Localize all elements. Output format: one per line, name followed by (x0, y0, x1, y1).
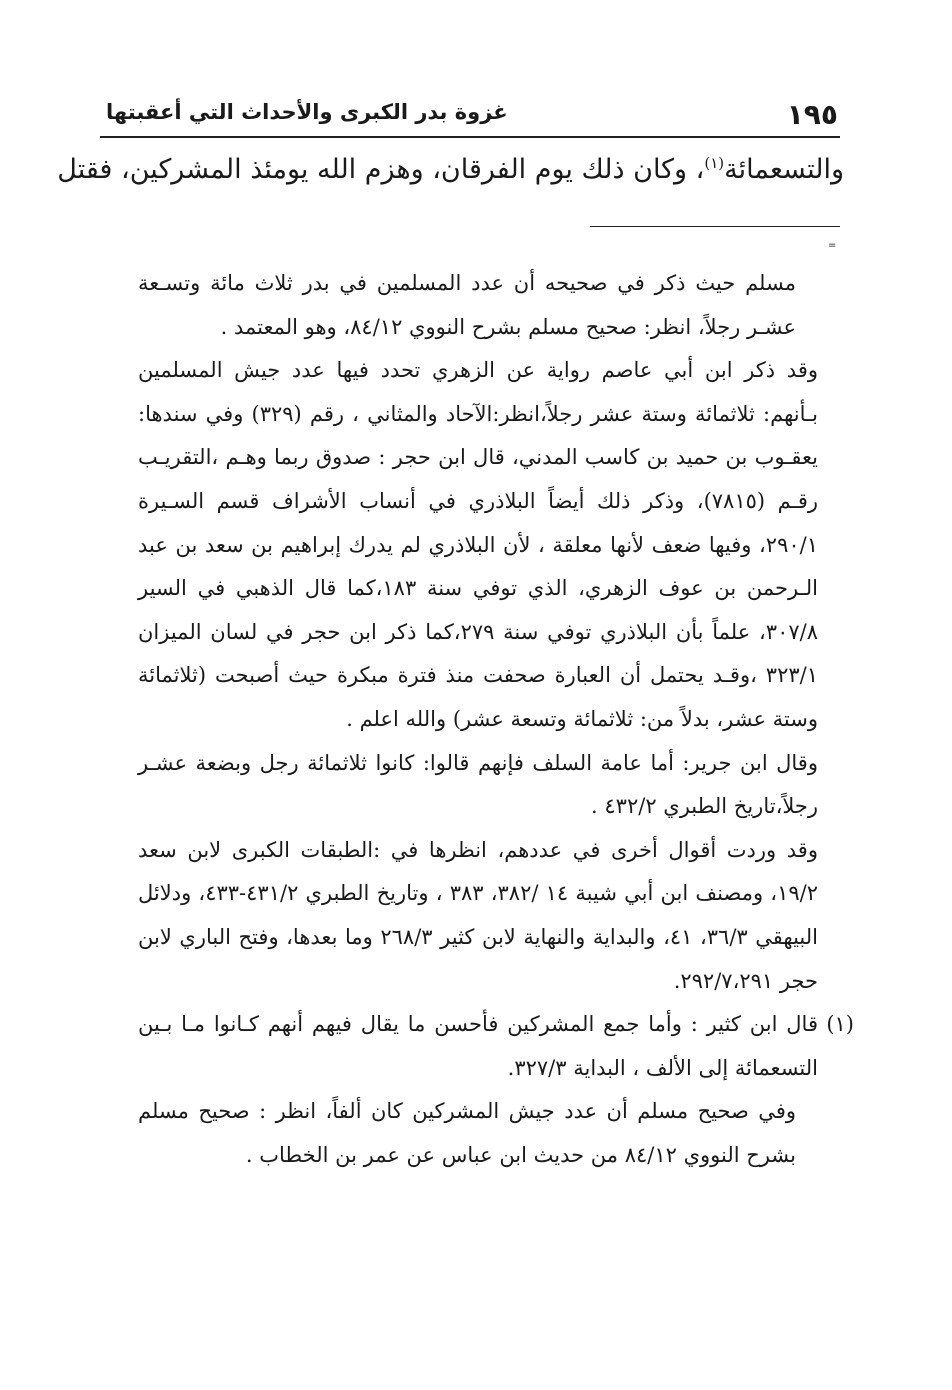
footnote-separator (590, 226, 840, 227)
footnote-paragraph: وقال ابن جرير: أما عامة السلف فإنهم قالوا: كانوا ثلاثمائة رجل وبضعة عشـر رجلاً،تاريخ الطبري ٤٣٢/٢ . (138, 750, 818, 819)
footnote-reference: (١) (704, 154, 725, 172)
continuation-mark: = (828, 240, 837, 251)
footnote-paragraph: وفي صحيح مسلم أن عدد جيش المشركين كان ألفاً، انظر : صحيح مسلم بشرح النووي ٨٤/١٢ من حديث ابن عباس عن عمر بن الخطاب . (138, 1099, 796, 1167)
footnote-1-text: قال ابن كثير : وأما جمع المشركين فأحسن ما يقال فيهم أنهم كـانوا مـا بـين التسعمائة إلى الألف ، البداية ٣٢٧/٣. (138, 1012, 818, 1080)
page-number: ١٩٥ (786, 98, 838, 131)
footnote-number: (١) (826, 1012, 854, 1037)
main-text-after-ref: ، وكان ذلك يوم الفرقان، وهزم الله يومئذ المشركين، فقتل (57, 154, 705, 185)
footnotes (138, 262, 854, 1177)
footnote-paragraph: مسلم حيث ذكر في صحيحه أن عدد المسلمين في بدر ثلاث مائة وتسـعة عشـر رجلاً، انظر: صحيح مسلم بشرح النووي ٨٤/١٢، وهو المعتمد . (138, 271, 796, 339)
running-title: غزوة بدر الكبرى والأحداث التي أعقبتها (106, 100, 508, 124)
header-rule (100, 136, 840, 138)
footnote-1 (138, 1003, 854, 1090)
main-text-before-ref: والتسعمائة (724, 154, 844, 185)
main-text (57, 140, 844, 193)
footnote-paragraph: وقد ذكر ابن أبي عاصم رواية عن الزهري تحدد فيها عدد جيش المسلمين بـأنهم: ثلاثمائة وستة عشر رجلاً،انظر:الآحاد والمثاني ، رقم (٣٢٩) وفي سندها: يعقـوب بن حميد بن كاسب المدني، قال ابن حجر : صدوق ربما وهـم ،التقريـب رقـم (٧٨١٥)، وذكر ذلك أيضاً البلاذري في أنساب الأشراف قسم السـيرة ٢٩٠/١، وفيها ضعف لأنها معلقة ، لأن البلاذري لم يدرك إبراهيم بن سعد بن عبد الـرحمن بن عوف الزهري، الذي توفي سنة ١٨٣،كما قال الذهبي في السير ٣٠٧/٨، علماً بأن البلاذري توفي سنة ٢٧٩،كما ذكر ابن حجر في لسان الميزان ٣٢٣/١ ،وقـد يحتمل أن العبارة صحفت منذ فترة مبكرة حيث أصبحت (ثلاثمائة وستة عشر، بدلاً من: ثلاثمائة وتسعة عشر) والله اعلم . (138, 358, 819, 731)
page-header (100, 96, 846, 136)
footnote-paragraph: وقد وردت أقوال أخرى في عددهم، انظرها في :الطبقات الكبرى لابن سعد ١٩/٢، ومصنف ابن أبي شيبة ١٤ /٣٨٢، ٣٨٣ ، وتاريخ الطبري ٤٣١/٢-٤٣٣، ودلائل البيهقي ٣٦/٣، ٤١، والبداية والنهاية لابن كثير ٢٦٨/٣ وما بعدها، وفتح الباري لابن حجر ٢٩٢/٧،٢٩١. (138, 837, 818, 993)
